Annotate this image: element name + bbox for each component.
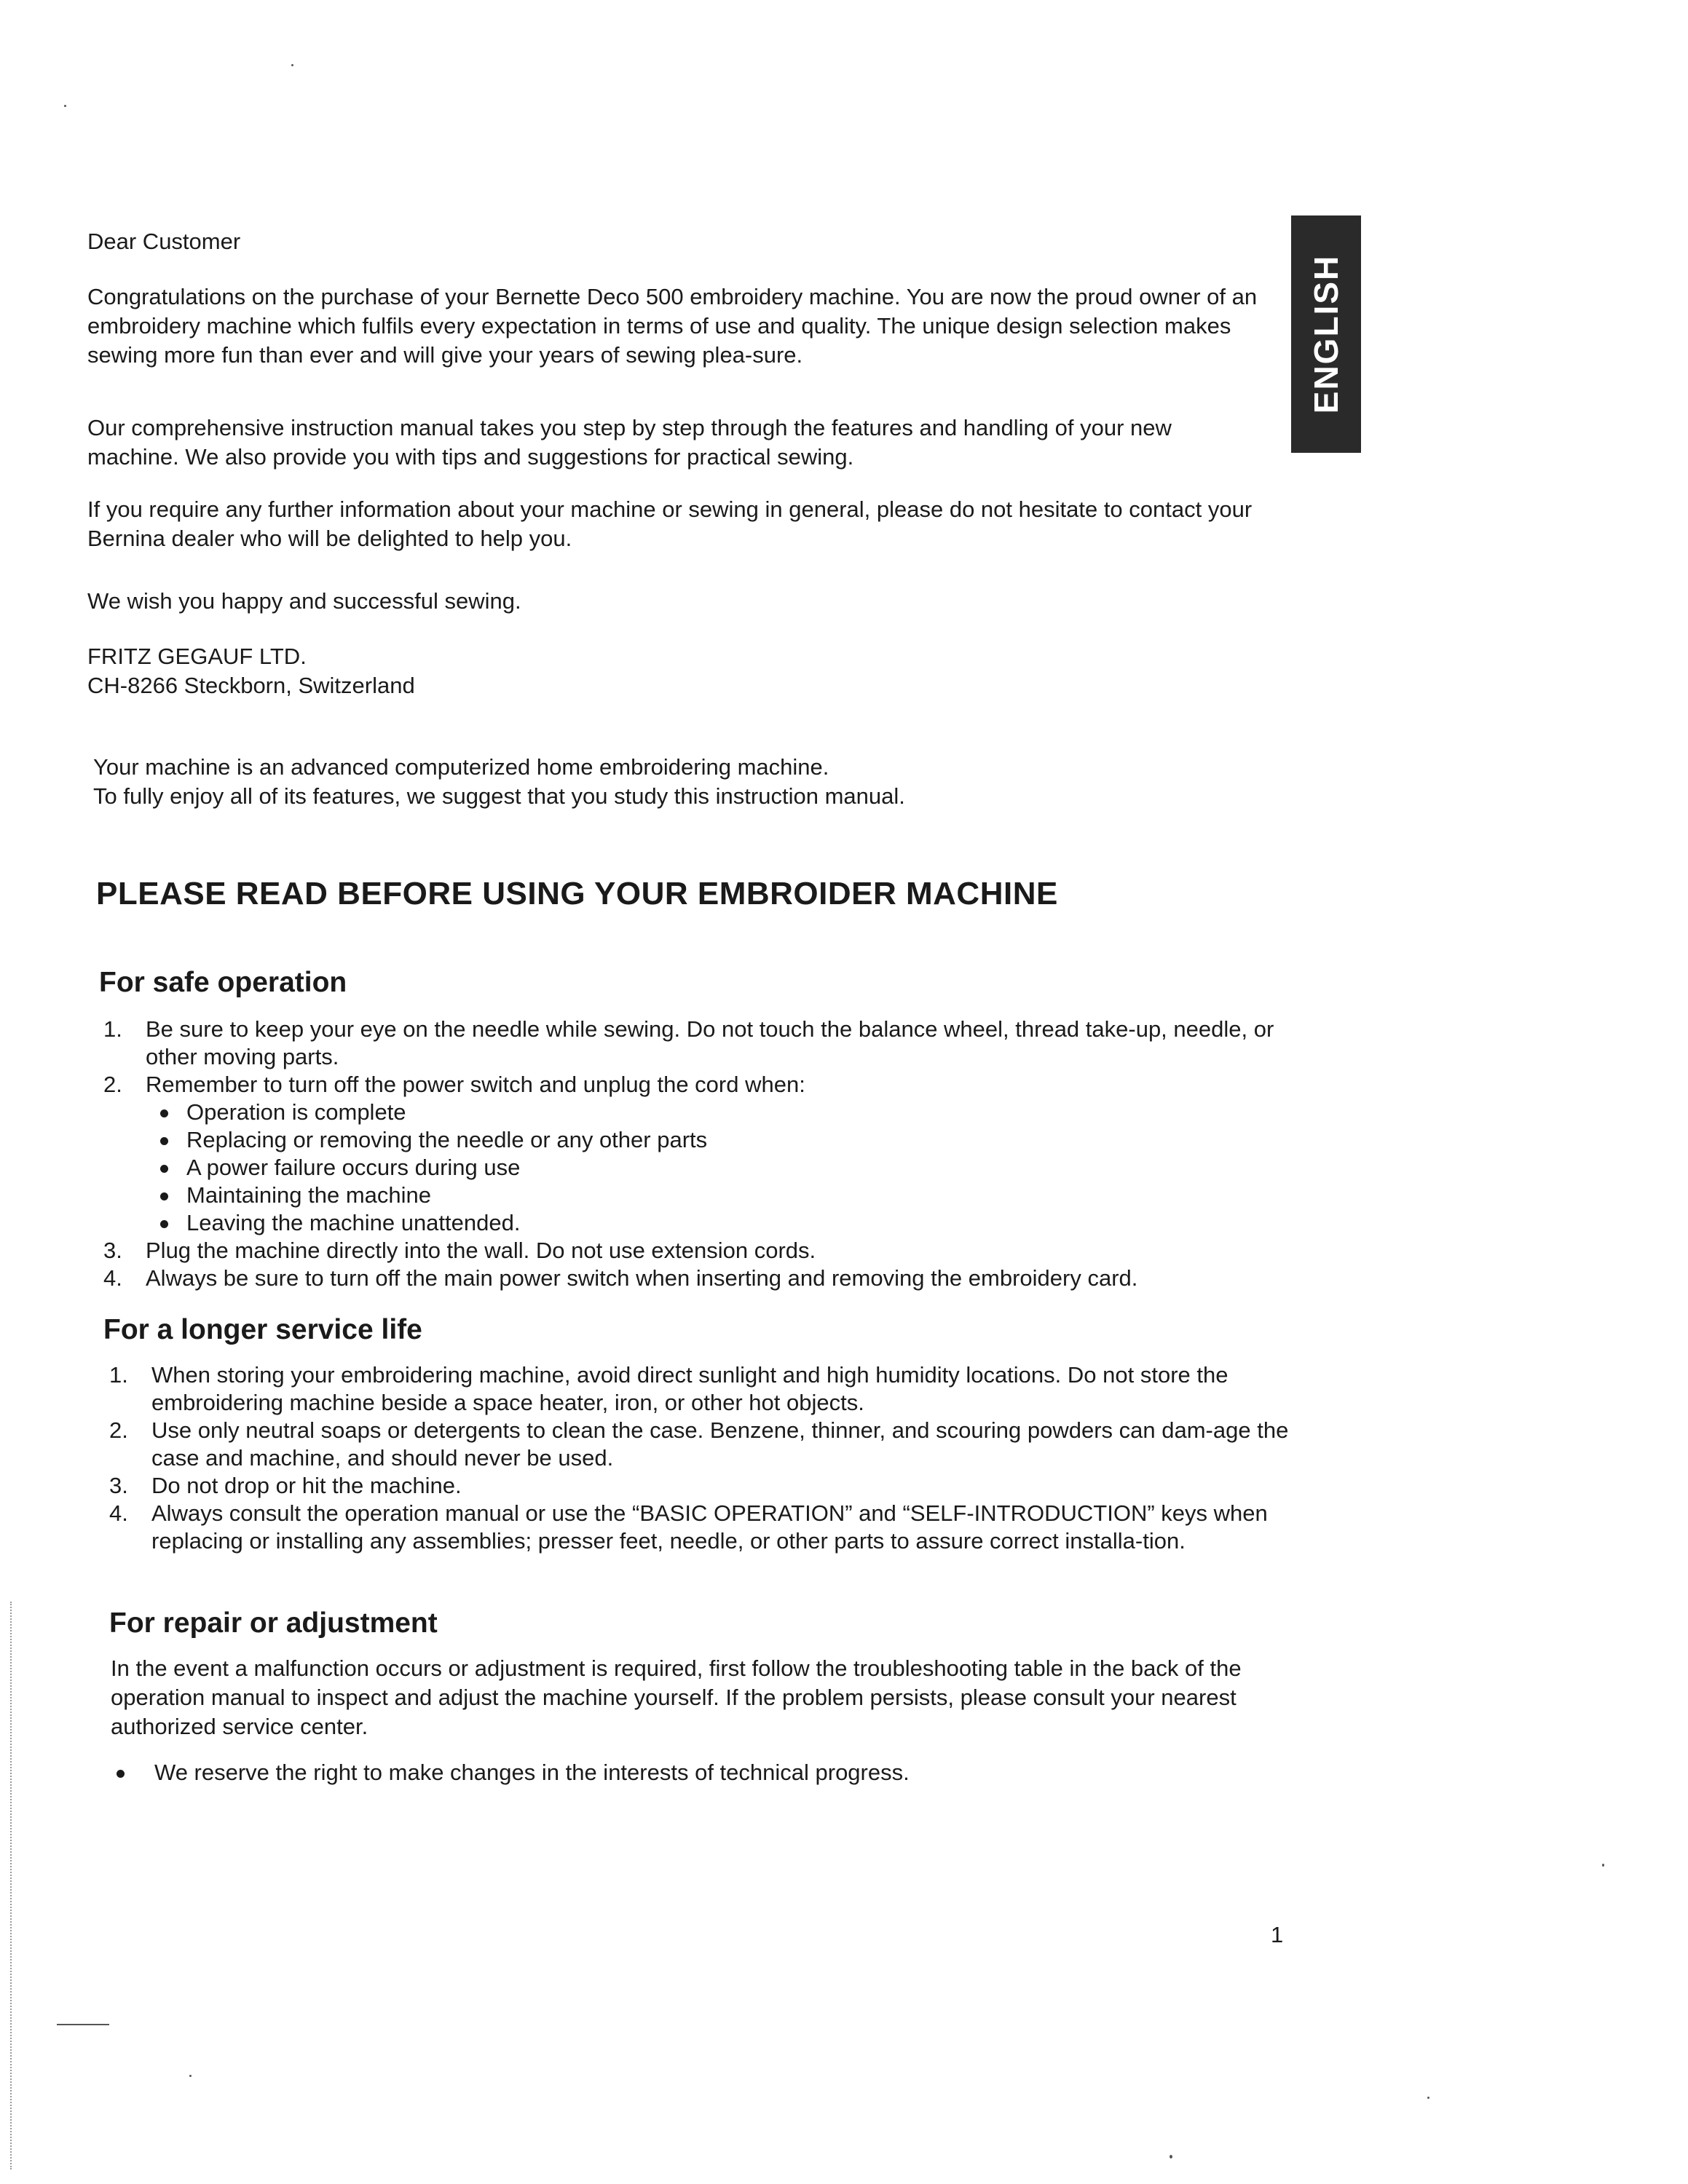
bullet-text: Leaving the machine unattended. — [186, 1210, 521, 1235]
list-item — [96, 1265, 1290, 1292]
bullet-icon — [160, 1137, 168, 1145]
scan-edge — [10, 1602, 13, 2169]
service-life-heading: For a longer service life — [103, 1314, 422, 1345]
bullet-icon — [160, 1165, 168, 1173]
item-number: 3. — [103, 1238, 122, 1263]
scan-mark — [57, 2024, 109, 2025]
safe-operation-list — [96, 1016, 1290, 1292]
bullet-item — [146, 1099, 1290, 1126]
item-text: Remember to turn off the power switch and unplug the cord when: — [146, 1072, 805, 1097]
item-text: Always be sure to turn off the main power switch when inserting and removing the embroidery card. — [146, 1265, 1138, 1291]
repair-heading: For repair or adjustment — [109, 1607, 438, 1639]
language-tab — [1291, 215, 1361, 453]
scan-speck — [189, 2075, 192, 2077]
item-number: 2. — [103, 1072, 122, 1097]
list-item — [102, 1417, 1296, 1472]
list-item — [102, 1500, 1296, 1555]
bullet-icon — [160, 1109, 168, 1117]
item-number: 1. — [103, 1016, 122, 1042]
bullet-icon — [160, 1192, 168, 1200]
bullet-text: Operation is complete — [186, 1099, 406, 1125]
note-text: We reserve the right to make changes in the interests of technical progress. — [154, 1760, 910, 1785]
intro-paragraph-1: Congratulations on the purchase of your Bernette Deco 500 embroidery machine. You are now the proud owner of an embroidery machine which fulfils every expectation in terms of use and quality. The unique design selection makes sewing more fun than ever and will give your years of sewing plea-sure. — [87, 284, 1258, 368]
bullet-text: Maintaining the machine — [186, 1182, 432, 1208]
salutation: Dear Customer — [87, 229, 241, 254]
page-number: 1 — [1271, 1922, 1284, 1947]
closing-line: We wish you happy and successful sewing. — [87, 588, 521, 614]
item-text: Always consult the operation manual or use the “BASIC OPERATION” and “SELF-INTRODUCTION” keys when replacing or installing any assemblies; presser feet, needle, or other parts to assure correct installa-tion. — [151, 1500, 1268, 1554]
list-item — [96, 1071, 1290, 1237]
scan-speck — [1602, 1864, 1604, 1867]
bullet-item — [146, 1154, 1290, 1182]
item-text: Be sure to keep your eye on the needle while sewing. Do not touch the balance wheel, thread take-up, needle, or other moving parts. — [146, 1016, 1274, 1069]
bullet-item — [146, 1209, 1290, 1237]
item-text: Plug the machine directly into the wall. Do not use extension cords. — [146, 1238, 816, 1263]
bullet-text: A power failure occurs during use — [186, 1155, 521, 1180]
company-address: CH-8266 Steckborn, Switzerland — [87, 673, 415, 698]
item-number: 4. — [103, 1265, 122, 1291]
scan-speck — [64, 105, 66, 107]
list-item — [102, 1472, 1296, 1500]
bullet-icon — [117, 1770, 125, 1778]
bullet-item — [146, 1182, 1290, 1209]
item-text: Use only neutral soaps or detergents to clean the case. Benzene, thinner, and scouring powders can dam-age the case and machine, and should never be used. — [151, 1417, 1289, 1471]
service-life-list — [102, 1361, 1296, 1555]
notice-heading: PLEASE READ BEFORE USING YOUR EMBROIDER MACHINE — [96, 876, 1058, 911]
bullet-item — [146, 1126, 1290, 1154]
safe-operation-heading: For safe operation — [99, 967, 347, 998]
scan-speck — [291, 64, 293, 66]
unplug-conditions — [146, 1099, 1290, 1237]
technical-progress-note — [111, 1758, 1290, 1787]
intro-paragraph-2: Our comprehensive instruction manual takes you step by step through the features and handling of your new machine. We also provide you with tips and suggestions for practical sewing. — [87, 415, 1172, 470]
list-item — [102, 1361, 1296, 1417]
item-number: 3. — [109, 1473, 128, 1498]
repair-text: In the event a malfunction occurs or adjustment is required, first follow the troubleshooting table in the back of the operation manual to inspect and adjust the machine yourself. If the problem persists, please consult your nearest authorized service center. — [111, 1655, 1242, 1739]
item-number: 2. — [109, 1417, 128, 1443]
bullet-icon — [160, 1220, 168, 1228]
item-text: When storing your embroidering machine, avoid direct sunlight and high humidity locations. Do not store the embroidering machine beside a space heater, iron, or other hot objects. — [151, 1362, 1228, 1415]
bullet-text: Replacing or removing the needle or any other parts — [186, 1127, 708, 1152]
item-number: 4. — [109, 1500, 128, 1526]
machine-line-1: Your machine is an advanced computerized home embroidering machine. — [93, 754, 829, 780]
language-tab-label: ENGLISH — [1307, 254, 1345, 414]
item-number: 1. — [109, 1362, 128, 1388]
machine-line-2: To fully enjoy all of its features, we suggest that you study this instruction manual. — [93, 783, 905, 809]
list-item — [96, 1016, 1290, 1071]
item-text: Do not drop or hit the machine. — [151, 1473, 462, 1498]
list-item — [96, 1237, 1290, 1265]
scan-speck — [1170, 2155, 1172, 2159]
company-name: FRITZ GEGAUF LTD. — [87, 644, 307, 669]
intro-paragraph-3: If you require any further information about your machine or sewing in general, please do not hesitate to contact your Bernina dealer who will be delighted to help you. — [87, 496, 1253, 551]
scan-speck — [1427, 2097, 1429, 2099]
